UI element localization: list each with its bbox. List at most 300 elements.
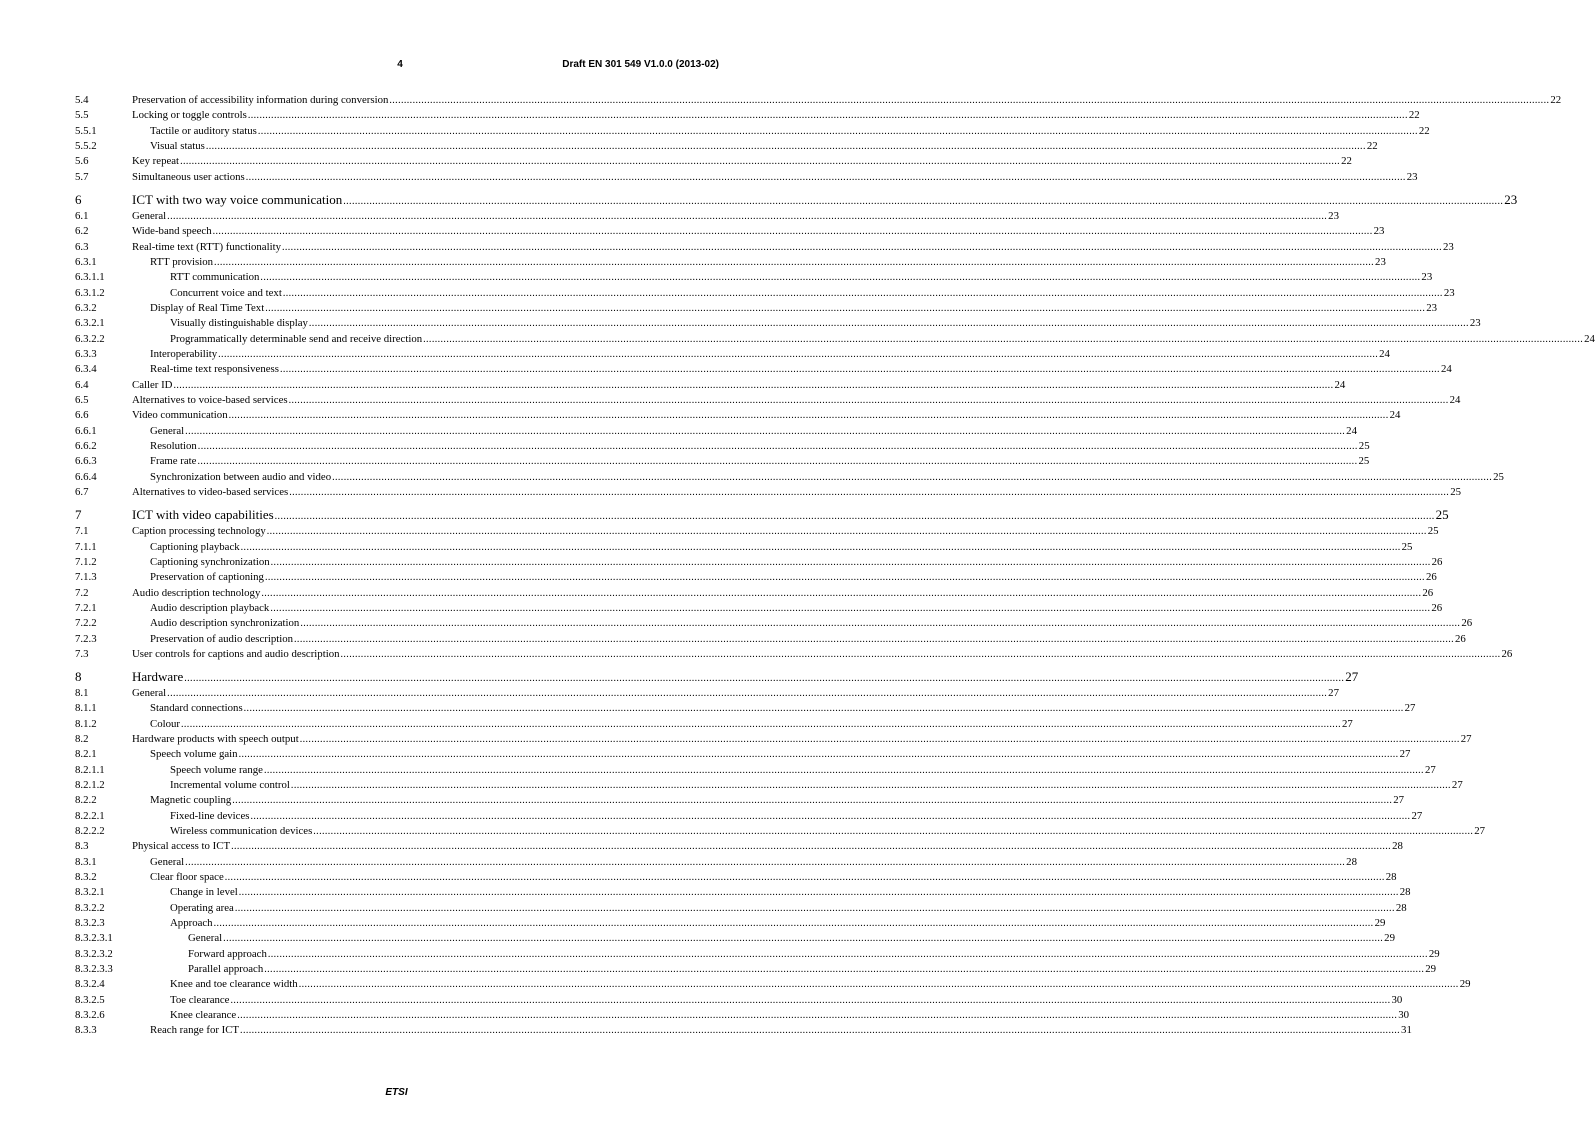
dot-leader: ................................................................................................................................................................................................................................................................................................................................................................................................................ [298,979,1459,991]
dot-leader: ................................................................................................................................................................................................................................................................................................................................................................................................................ [185,425,1346,437]
toc-entry-page: 25 [1427,525,1439,538]
toc-entry-number: 8.1.2 [75,717,97,730]
toc-entry[interactable] [75,191,1518,209]
toc-entry[interactable] [75,632,1466,647]
toc-entry-title: General [132,209,167,222]
toc-entry[interactable] [75,139,1378,154]
toc-entry-page: 22 [1418,124,1430,137]
toc-entry-title: Approach [170,917,213,930]
toc-entry-title: ICT with two way voice communication [132,191,343,207]
toc-entry-page: 28 [1392,840,1403,853]
toc-entry-page: 27 [1424,763,1436,776]
toc-entry[interactable] [75,332,1595,347]
toc-entry-page: 29 [1459,978,1471,991]
dot-leader: ................................................................................................................................................................................................................................................................................................................................................................................................................ [205,140,1366,152]
toc-entry-page: 23 [1443,286,1455,299]
toc-entry-page: 28 [1395,901,1407,914]
toc-entry[interactable] [75,885,1411,900]
toc-entry-number: 7.1.3 [75,571,97,584]
dot-leader: ................................................................................................................................................................................................................................................................................................................................................................................................................ [238,749,1399,761]
toc-entry-number: 5.5 [75,109,89,122]
toc-entry-page: 23 [1504,191,1518,207]
toc-entry[interactable] [75,717,1353,732]
toc-entry-page: 27 [1404,702,1416,715]
dot-leader: ................................................................................................................................................................................................................................................................................................................................................................................................................ [184,673,1345,685]
toc-entry-page: 29 [1384,932,1395,945]
toc-entry-number: 6.3.1.1 [75,271,105,284]
toc-entry[interactable] [75,124,1430,139]
toc-entry-number: 7.1 [75,525,89,538]
toc-entry-title: Audio description technology [132,586,261,599]
document-id: Draft EN 301 549 V1.0.0 (2013-02) [562,59,719,70]
toc-entry-number: 5.4 [75,94,89,106]
toc-entry[interactable] [75,347,1390,362]
toc-entry-number: 8.2 [75,733,89,746]
toc-entry-page: 31 [1401,1024,1412,1037]
toc-entry-number: 7.2.1 [75,601,97,614]
dot-leader: ................................................................................................................................................................................................................................................................................................................................................................................................................ [264,964,1425,976]
dot-leader: ................................................................................................................................................................................................................................................................................................................................................................................................................ [240,1025,1401,1037]
dot-leader: ................................................................................................................................................................................................................................................................................................................................................................................................................ [265,302,1426,314]
toc-entry-number: 7.2.3 [75,632,97,645]
dot-leader: ................................................................................................................................................................................................................................................................................................................................................................................................................ [230,994,1391,1006]
toc-entry-title: Reach range for ICT [150,1024,240,1037]
toc-entry-title: Tactile or auditory status [150,124,257,137]
toc-entry[interactable] [75,686,1339,701]
toc-entry-title: Resolution [150,439,197,452]
toc-entry-number: 6.3.4 [75,363,97,376]
dot-leader: ................................................................................................................................................................................................................................................................................................................................................................................................................ [389,95,1550,106]
toc-entry-page: 24 [1440,363,1452,376]
toc-entry-title: Frame rate [150,455,197,468]
toc-entry-number: 8.2.2.2 [75,825,105,838]
toc-entry[interactable] [75,270,1433,285]
toc-entry-page: 27 [1451,779,1463,792]
toc-entry-number: 7 [75,507,82,523]
dot-leader: ................................................................................................................................................................................................................................................................................................................................................................................................................ [167,210,1328,222]
toc-entry[interactable] [75,540,1413,555]
dot-leader: ................................................................................................................................................................................................................................................................................................................................................................................................................ [288,394,1449,406]
toc-entry-page: 30 [1391,993,1403,1006]
toc-entry-title: Knee and toe clearance width [170,978,298,991]
toc-entry-page: 27 [1342,717,1353,730]
toc-entry-title: Change in level [170,886,238,899]
toc-entry[interactable] [75,901,1407,916]
toc-entry-number: 8.3.2.3.1 [75,932,113,945]
toc-entry-title: Real-time text (RTT) functionality [132,240,281,253]
toc-entry-page: 26 [1461,617,1473,630]
toc-entry-title: RTT communication [170,271,260,284]
toc-entry-number: 8.3 [75,840,89,853]
toc-entry-number: 5.5.2 [75,139,97,152]
toc-entry-number: 6.3.1.2 [75,286,105,299]
dot-leader: ................................................................................................................................................................................................................................................................................................................................................................................................................ [257,125,1418,137]
toc-entry-page: 25 [1358,439,1370,452]
toc-entry-page: 22 [1550,94,1562,106]
footer-etsi: ETSI [385,1087,408,1098]
toc-entry-number: 8.3.2.2 [75,901,105,914]
toc-entry-page: 23 [1406,170,1418,183]
toc-entry-number: 8.2.2 [75,794,97,807]
toc-entry-number: 8.3.3 [75,1024,97,1037]
toc-entry[interactable] [75,154,1352,169]
toc-entry[interactable] [75,286,1455,301]
toc-entry[interactable] [75,962,1437,977]
toc-entry-title: Speech volume gain [150,748,238,761]
toc-entry[interactable] [75,378,1346,393]
toc-entry[interactable] [75,301,1438,316]
toc-entry-page: 26 [1431,555,1443,568]
dot-leader: ................................................................................................................................................................................................................................................................................................................................................................................................................ [294,633,1455,645]
toc-entry-number: 8.3.2.6 [75,1009,105,1022]
toc-entry[interactable] [75,647,1513,662]
toc-entry-title: Visually distinguishable display [170,317,308,330]
toc-entry[interactable] [75,454,1370,469]
toc-entry-page: 28 [1385,871,1397,884]
toc-entry-title: Colour [150,717,180,730]
toc-entry[interactable] [75,931,1395,946]
toc-entry-page: 23 [1469,317,1481,330]
toc-entry-number: 6.3 [75,240,89,253]
toc-entry-title: Synchronization between audio and video [150,470,332,483]
toc-entry-number: 8.2.2.1 [75,809,105,822]
dot-leader: ................................................................................................................................................................................................................................................................................................................................................................................................................ [289,486,1450,498]
toc-entry[interactable] [75,93,1562,108]
toc-entry-number: 8.2.1.1 [75,763,105,776]
toc-entry-number: 8 [75,669,82,685]
toc-entry[interactable] [75,855,1357,870]
dot-leader: ................................................................................................................................................................................................................................................................................................................................................................................................................ [274,511,1435,523]
toc-entry-title: Magnetic coupling [150,794,232,807]
dot-leader: ................................................................................................................................................................................................................................................................................................................................................................................................................ [180,156,1341,168]
toc-entry-page: 22 [1408,109,1420,122]
toc-entry-number: 6.7 [75,485,89,498]
toc-entry-title: Alternatives to video-based services [132,485,289,498]
toc-entry[interactable] [75,1008,1410,1023]
toc-entry-title: User controls for captions and audio description [132,647,340,660]
toc-entry-title: Programmatically determinable send and receive direction [170,332,423,345]
table-of-contents [75,93,1595,1039]
toc-entry-title: Caller ID [132,378,173,391]
dot-leader: ................................................................................................................................................................................................................................................................................................................................................................................................................ [260,272,1421,284]
toc-entry-title: Visual status [150,139,205,152]
dot-leader: ................................................................................................................................................................................................................................................................................................................................................................................................................ [238,887,1399,899]
dot-leader: ................................................................................................................................................................................................................................................................................................................................................................................................................ [237,1010,1398,1022]
toc-entry-page: 22 [1341,155,1352,168]
dot-leader: ................................................................................................................................................................................................................................................................................................................................................................................................................ [282,287,1443,299]
toc-entry-number: 6.3.3 [75,347,97,360]
toc-entry-title: Simultaneous user actions [132,170,245,183]
toc-entry-page: 27 [1393,794,1405,807]
toc-entry-number: 6.3.2 [75,301,97,314]
toc-entry[interactable] [75,732,1472,747]
toc-entry-title: General [188,932,223,945]
toc-entry[interactable] [75,240,1454,255]
dot-leader: ................................................................................................................................................................................................................................................................................................................................................................................................................ [270,556,1431,568]
dot-leader: ................................................................................................................................................................................................................................................................................................................................................................................................................ [308,318,1469,330]
toc-entry-page: 27 [1411,809,1423,822]
toc-entry[interactable] [75,793,1405,808]
dot-leader: ................................................................................................................................................................................................................................................................................................................................................................................................................ [270,602,1431,614]
toc-entry[interactable] [75,209,1339,224]
dot-leader: ................................................................................................................................................................................................................................................................................................................................................................................................................ [214,256,1375,268]
toc-entry-number: 6.3.1 [75,255,97,268]
toc-entry[interactable] [75,586,1434,601]
toc-entry-number: 8.2.1.2 [75,779,105,792]
toc-entry-page: 28 [1399,886,1411,899]
toc-entry-number: 8.2.1 [75,748,97,761]
toc-entry-page: 30 [1398,1009,1410,1022]
toc-entry-page: 29 [1425,963,1437,976]
toc-entry-number: 6.3.2.2 [75,332,105,345]
toc-entry[interactable] [75,839,1403,854]
toc-entry[interactable] [75,570,1437,585]
toc-entry[interactable] [75,506,1449,524]
toc-entry-number: 8.3.2.4 [75,978,105,991]
toc-entry-number: 8.3.2.3.2 [75,947,113,960]
toc-entry-number: 8.3.2.3.3 [75,963,113,976]
dot-leader: ................................................................................................................................................................................................................................................................................................................................................................................................................ [250,810,1411,822]
toc-entry-title: Alternatives to voice-based services [132,393,288,406]
toc-entry[interactable] [75,439,1370,454]
toc-entry-number: 5.5.1 [75,124,97,137]
toc-entry-number: 6.6.2 [75,439,97,452]
toc-entry[interactable] [75,524,1439,539]
dot-leader: ................................................................................................................................................................................................................................................................................................................................................................................................................ [218,348,1379,360]
toc-entry-title: General [132,687,167,700]
toc-entry-page: 29 [1428,947,1440,960]
toc-entry[interactable] [75,224,1385,239]
toc-entry[interactable] [75,778,1463,793]
toc-entry-title: Fixed-line devices [170,809,250,822]
toc-entry-page: 22 [1366,139,1378,152]
page-number: 4 [397,59,403,70]
dot-leader: ................................................................................................................................................................................................................................................................................................................................................................................................................ [340,648,1501,660]
toc-entry-number: 5.6 [75,155,89,168]
toc-entry-page: 25 [1358,455,1370,468]
dot-leader: ................................................................................................................................................................................................................................................................................................................................................................................................................ [313,826,1474,838]
dot-leader: ................................................................................................................................................................................................................................................................................................................................................................................................................ [343,195,1504,207]
toc-entry-title: Key repeat [132,155,180,168]
toc-entry-title: General [150,424,185,437]
toc-entry-title: Hardware products with speech output [132,733,299,746]
toc-entry-number: 6.6.1 [75,424,97,437]
toc-entry[interactable] [75,616,1473,631]
toc-entry-number: 6.4 [75,378,89,391]
toc-entry-number: 8.3.2 [75,871,97,884]
toc-entry-page: 26 [1422,586,1434,599]
toc-entry-title: Knee clearance [170,1009,237,1022]
toc-entry-page: 24 [1584,332,1595,345]
toc-entry-page: 27 [1399,748,1411,761]
toc-entry-page: 23 [1328,209,1339,222]
toc-entry[interactable] [75,362,1452,377]
toc-entry-title: Preservation of audio description [150,632,294,645]
dot-leader: ................................................................................................................................................................................................................................................................................................................................................................................................................ [173,379,1334,391]
dot-leader: ................................................................................................................................................................................................................................................................................................................................................................................................................ [423,333,1584,345]
toc-entry-title: Toe clearance [170,993,230,1006]
toc-entry-page: 29 [1374,917,1386,930]
dot-leader: ................................................................................................................................................................................................................................................................................................................................................................................................................ [240,541,1401,553]
toc-entry-title: Forward approach [188,947,267,960]
toc-entry-page: 27 [1474,825,1486,838]
toc-entry-page: 27 [1328,687,1339,700]
dot-leader: ................................................................................................................................................................................................................................................................................................................................................................................................................ [212,226,1373,238]
toc-entry[interactable] [75,809,1423,824]
toc-entry-page: 28 [1346,855,1357,868]
toc-entry-page: 27 [1460,733,1472,746]
toc-entry-number: 6.5 [75,393,89,406]
toc-entry[interactable] [75,747,1411,762]
dot-leader: ................................................................................................................................................................................................................................................................................................................................................................................................................ [243,703,1404,715]
toc-entry[interactable] [75,255,1386,270]
toc-entry-number: 7.1.2 [75,555,97,568]
toc-entry[interactable] [75,601,1443,616]
toc-entry-page: 23 [1421,271,1433,284]
toc-entry[interactable] [75,170,1418,185]
toc-entry[interactable] [75,393,1461,408]
toc-entry-title: Speech volume range [170,763,263,776]
toc-entry-number: 7.2.2 [75,617,97,630]
toc-entry-title: Real-time text responsiveness [150,363,279,376]
toc-entry-title: Video communication [132,409,228,422]
toc-entry-title: Parallel approach [188,963,264,976]
toc-entry-page: 23 [1373,225,1385,238]
dot-leader: ................................................................................................................................................................................................................................................................................................................................................................................................................ [228,410,1389,422]
toc-entry-page: 26 [1425,571,1437,584]
toc-entry-title: Captioning playback [150,540,240,553]
toc-entry-page: 24 [1389,409,1401,422]
toc-entry[interactable] [75,316,1481,331]
toc-entry-number: 8.1.1 [75,702,97,715]
dot-leader: ................................................................................................................................................................................................................................................................................................................................................................................................................ [245,171,1406,183]
toc-entry-title: Preservation of accessibility information during conversion [132,94,389,106]
toc-entry-number: 7.3 [75,647,89,660]
toc-entry-page: 24 [1346,424,1357,437]
toc-entry[interactable] [75,668,1359,686]
toc-entry-title: Incremental volume control [170,779,290,792]
toc-entry[interactable] [75,108,1420,123]
toc-entry-page: 23 [1375,255,1386,268]
dot-leader: ................................................................................................................................................................................................................................................................................................................................................................................................................ [197,440,1358,452]
dot-leader: ................................................................................................................................................................................................................................................................................................................................................................................................................ [300,618,1461,630]
toc-entry[interactable] [75,993,1403,1008]
toc-entry-number: 6.2 [75,225,89,238]
dot-leader: ................................................................................................................................................................................................................................................................................................................................................................................................................ [231,841,1392,853]
dot-leader: ................................................................................................................................................................................................................................................................................................................................................................................................................ [181,718,1341,730]
toc-entry-title: Captioning synchronization [150,555,270,568]
toc-entry-number: 6.6.4 [75,470,97,483]
toc-entry-title: Display of Real Time Text [150,301,265,314]
toc-entry-number: 6.6 [75,409,89,422]
toc-entry-page: 27 [1345,669,1359,685]
toc-entry-title: Audio description playback [150,601,270,614]
toc-entry[interactable] [75,470,1504,485]
toc-entry-number: 7.1.1 [75,540,97,553]
toc-entry-title: Audio description synchronization [150,617,300,630]
dot-leader: ................................................................................................................................................................................................................................................................................................................................................................................................................ [332,471,1493,483]
dot-leader: ................................................................................................................................................................................................................................................................................................................................................................................................................ [247,110,1408,122]
dot-leader: ................................................................................................................................................................................................................................................................................................................................................................................................................ [234,902,1395,914]
toc-entry[interactable] [75,870,1397,885]
dot-leader: ................................................................................................................................................................................................................................................................................................................................................................................................................ [167,688,1328,700]
toc-entry-number: 8.3.1 [75,855,97,868]
toc-entry-page: 25 [1450,485,1461,498]
toc-entry[interactable] [75,485,1461,500]
toc-entry-title: General [150,855,185,868]
dot-leader: ................................................................................................................................................................................................................................................................................................................................................................................................................ [266,526,1427,538]
toc-entry[interactable] [75,824,1486,839]
toc-entry[interactable] [75,1023,1412,1038]
toc-entry-title: ICT with video capabilities [132,507,274,523]
toc-entry-title: Preservation of captioning [150,571,264,584]
toc-entry-title: Concurrent voice and text [170,286,282,299]
toc-entry-number: 8.1 [75,687,89,700]
toc-entry-page: 23 [1426,301,1438,314]
toc-entry-title: Wireless communication devices [170,825,313,838]
dot-leader: ................................................................................................................................................................................................................................................................................................................................................................................................................ [213,918,1374,930]
toc-entry-page: 24 [1334,378,1346,391]
toc-entry-number: 8.3.2.5 [75,993,105,1006]
toc-entry-title: Interoperability [150,347,218,360]
toc-entry[interactable] [75,947,1440,962]
toc-entry[interactable] [75,701,1416,716]
toc-entry-page: 23 [1442,240,1454,253]
dot-leader: ................................................................................................................................................................................................................................................................................................................................................................................................................ [264,572,1425,584]
dot-leader: ................................................................................................................................................................................................................................................................................................................................................................................................................ [261,587,1422,599]
toc-entry[interactable] [75,424,1357,439]
toc-entry-page: 26 [1455,632,1466,645]
dot-leader: ................................................................................................................................................................................................................................................................................................................................................................................................................ [223,933,1384,945]
toc-entry-title: Clear floor space [150,871,224,884]
toc-entry-title: Standard connections [150,702,243,715]
toc-entry-number: 6 [75,191,82,207]
toc-entry-title: Hardware [132,669,184,685]
dot-leader: ................................................................................................................................................................................................................................................................................................................................................................................................................ [281,241,1442,253]
toc-entry[interactable] [75,408,1401,423]
dot-leader: ................................................................................................................................................................................................................................................................................................................................................................................................................ [299,734,1460,746]
toc-entry[interactable] [75,977,1471,992]
toc-entry-number: 6.6.3 [75,455,97,468]
toc-entry[interactable] [75,763,1436,778]
dot-leader: ................................................................................................................................................................................................................................................................................................................................................................................................................ [185,856,1346,868]
toc-entry-page: 25 [1493,470,1504,483]
dot-leader: ................................................................................................................................................................................................................................................................................................................................................................................................................ [224,872,1385,884]
toc-entry-number: 6.1 [75,209,89,222]
toc-entry-page: 25 [1435,507,1449,523]
toc-entry-page: 24 [1449,393,1461,406]
toc-entry-number: 5.7 [75,170,89,183]
toc-entry-number: 8.3.2.1 [75,886,105,899]
toc-entry-title: Locking or toggle controls [132,109,247,122]
toc-entry-page: 26 [1501,647,1513,660]
toc-entry-title: Operating area [170,901,234,914]
toc-entry-title: Wide-band speech [132,225,212,238]
toc-entry-title: Physical access to ICT [132,840,231,853]
dot-leader: ................................................................................................................................................................................................................................................................................................................................................................................................................ [232,795,1393,807]
toc-entry-title: Caption processing technology [132,525,266,538]
toc-entry-title: RTT provision [150,255,214,268]
dot-leader: ................................................................................................................................................................................................................................................................................................................................................................................................................ [279,364,1440,376]
toc-entry-number: 7.2 [75,586,89,599]
toc-entry-page: 26 [1431,601,1443,614]
toc-entry-page: 25 [1401,540,1413,553]
toc-entry[interactable] [75,916,1386,931]
toc-entry[interactable] [75,555,1443,570]
dot-leader: ................................................................................................................................................................................................................................................................................................................................................................................................................ [290,780,1451,792]
toc-entry-page: 24 [1379,347,1390,360]
toc-entry-number: 6.3.2.1 [75,317,105,330]
